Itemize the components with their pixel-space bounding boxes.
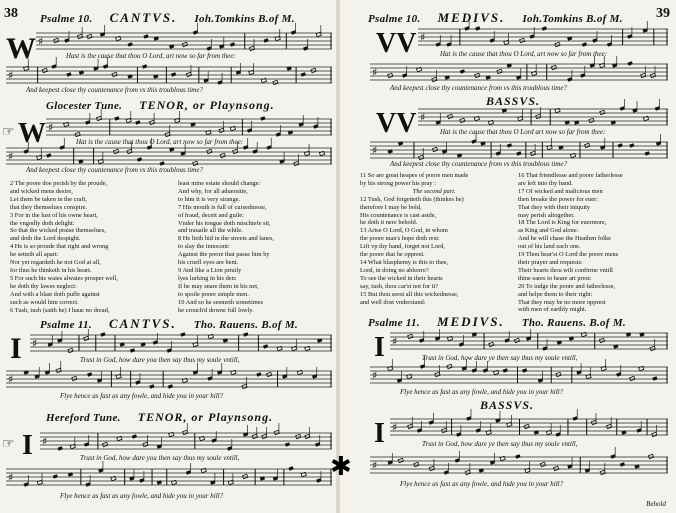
- svg-text:♯: ♯: [32, 337, 38, 350]
- music-staff: [6, 64, 332, 86]
- header-part: CANTVS.: [109, 10, 178, 25]
- verse-line: by his strong power his pray :: [360, 179, 436, 187]
- svg-text:♯: ♯: [420, 111, 426, 124]
- music-staff: [390, 416, 668, 438]
- verse-line: 3 For in the lust of his owne heart,: [10, 211, 98, 219]
- verse-line: 14 What blasphemy is this to thee,: [360, 258, 449, 266]
- verse-line: If he may snare them in his net,: [178, 282, 259, 290]
- svg-text:♯: ♯: [372, 459, 378, 472]
- header-part: MEDIVS.: [436, 314, 505, 329]
- music-staff: [390, 330, 668, 352]
- part-label: BASSVS.: [486, 94, 541, 108]
- verse-line: 13 Arise O Lord, O God, in whom: [360, 227, 448, 235]
- music-staff: [370, 140, 668, 160]
- tune-heading: [46, 410, 273, 425]
- svg-text:♯: ♯: [38, 35, 44, 48]
- page-number-right: 39: [656, 6, 670, 21]
- verse-line: the vngodly doth delight:: [10, 219, 75, 227]
- svg-text:♯: ♯: [48, 121, 54, 134]
- verse-line: for thus he thinketh in his heart.: [10, 266, 92, 274]
- verse-line: the poore man's hope doth rest:: [360, 235, 440, 243]
- svg-text:♯: ♯: [8, 373, 14, 386]
- header-composer: Tho. Rauens. B.of M.: [521, 317, 626, 329]
- verse-column-right: [178, 180, 274, 314]
- svg-text:♯: ♯: [372, 144, 378, 157]
- lyric-line: And keepest close thy countenance from vs this troublous time?: [26, 86, 203, 94]
- verse-line: such as would him correct.: [10, 298, 79, 306]
- verse-line: That they with their iniquity: [518, 203, 591, 211]
- header-psalm-10-cantus: [40, 10, 295, 26]
- svg-text:♯: ♯: [8, 471, 14, 484]
- verse-line: say, tush, thou car'st not for it?: [360, 282, 439, 290]
- initial-i: I: [374, 332, 385, 363]
- verse-line: Against the poore that passe him by: [178, 251, 270, 259]
- initial-w: W: [18, 118, 46, 149]
- verse-line: And why, for all aduersitie,: [178, 187, 248, 195]
- verse-line: 5 For such his waies alwaies prosper well,: [10, 274, 118, 282]
- music-staff: [418, 26, 668, 48]
- verse-line: That they may be no more opprest: [518, 298, 606, 306]
- lyric-line: Hast is the cause that thou O Lord, art now so far from thee:: [66, 52, 236, 60]
- verse-line: 2 The poore doe perish by the proude,: [10, 180, 108, 187]
- verse-line: their prayer and requests:: [518, 258, 583, 266]
- header-composer: Tho. Rauens. B.of M.: [193, 319, 298, 331]
- initial-i: I: [374, 418, 385, 449]
- svg-text:♯: ♯: [8, 69, 14, 82]
- initial-vv: VV: [376, 108, 417, 139]
- verse-line: he crouch'd downe full lowly.: [178, 306, 254, 314]
- lyric-line: Trust in God, how dare ye then say thus my soule vntill,: [422, 354, 578, 362]
- verse-line: 4 He is so proude that right and wrong: [10, 243, 109, 251]
- music-staff: [40, 430, 332, 452]
- verse-line: Let them be taken in the craft,: [10, 195, 87, 203]
- lyric-line: Trust in God, how dare you then say thus my soule vntill,: [80, 454, 240, 462]
- verse-line: 19 Thou hear'st O Lord the poore mens: [518, 251, 619, 259]
- verse-line: he setteth all apart:: [10, 251, 59, 259]
- verse-line: lyes lurking in his den:: [178, 274, 237, 282]
- music-staff: [6, 368, 332, 390]
- tune-part: TENOR, or Playnsong.: [137, 410, 274, 424]
- verse-line: 15 But thou seest all this wickednesse,: [360, 290, 459, 298]
- verse-line: 9 And like a Lion priuily: [178, 266, 242, 274]
- pointing-hand-icon: ☞: [2, 125, 15, 140]
- verse-line: and doth the Lord despight.: [10, 235, 81, 243]
- verse-line: his cruell eyes are bent.: [178, 259, 239, 267]
- tune-name: Hereford Tune.: [46, 412, 121, 424]
- header-psalm: Psalme 10.: [368, 13, 421, 25]
- lyric-line: Flye hence as fast as any fowle, and hide you in your hill?: [400, 388, 564, 396]
- verse-line: So that the wicked praise themselues,: [10, 227, 106, 235]
- music-staff: [6, 466, 332, 488]
- music-staff: [30, 332, 332, 354]
- verse-column-left: [360, 172, 468, 306]
- verse-column-left: [10, 180, 118, 314]
- verse-line: the poore that be opprest.: [360, 251, 425, 259]
- page-number-left: 38: [4, 6, 18, 21]
- verse-line: 12 Tush, God forgetteth this (thinkes he): [360, 195, 464, 203]
- verse-line: Lift vp thy hand, forget not Lord,: [360, 243, 446, 251]
- verse-line: therefore I may be bold,: [360, 203, 422, 211]
- verse-line: thine eares to heare art prest:: [518, 274, 592, 282]
- verse-line: to him it is very strange.: [178, 195, 241, 203]
- music-staff: [370, 364, 668, 386]
- verse-line: then breake the power for euer:: [518, 195, 599, 203]
- music-staff: [418, 106, 668, 128]
- part-label: BASSVS.: [480, 398, 535, 412]
- svg-text:♯: ♯: [420, 31, 426, 44]
- verse-line: he doth it nere behold.: [360, 219, 418, 227]
- pointing-hand-icon: ☞: [2, 437, 15, 452]
- verse-line: with men of earthly might.: [518, 306, 587, 314]
- right-page: [340, 0, 676, 513]
- header-composer: Ioh.Tomkins B.of M.: [194, 13, 295, 25]
- verse-line: Lord, in doing no abhorre?: [360, 266, 429, 274]
- header-psalm-11-medius: [368, 314, 626, 330]
- header-psalm: Psalme 11.: [368, 317, 420, 329]
- verse-line: 10 And so he seemeth sometimes: [178, 298, 264, 306]
- verse-line: Vnder his tongue doth mischiefe sit,: [178, 219, 271, 227]
- lyric-line: Flye hence as fast as any fowle, and hide you in your hill?: [60, 392, 224, 400]
- catchword: Behold: [646, 500, 666, 508]
- tune-name: Glocester Tune.: [46, 100, 123, 112]
- verse-line: 8 He lieth hid in the streets and lanes,: [178, 235, 275, 243]
- verse-line: To see the wicked in their hearts: [360, 274, 443, 282]
- verse-line: and trauaile all the while.: [178, 227, 243, 235]
- music-staff: [46, 116, 332, 138]
- verse-line: 6 Tush, tush (saith he) I haue no dread,: [10, 306, 110, 314]
- lyric-line: Hat is the cause that thou O Lord, art now so far from thee:: [76, 138, 244, 146]
- verse-line: of fraud, deceit and guile:: [178, 211, 244, 219]
- header-part: CANTVS.: [108, 316, 177, 331]
- verse-line: to spoile poore simple men.: [178, 290, 249, 298]
- verse-line: as King and God alone:: [518, 227, 579, 235]
- svg-text:♯: ♯: [392, 421, 398, 434]
- lyric-line: And keepest close thy countenance from vs this troublous time?: [26, 166, 203, 174]
- svg-text:♯: ♯: [392, 335, 398, 348]
- verse-line: And with a blast doth puffe against: [10, 290, 100, 298]
- ink-blot: ✱: [330, 452, 352, 481]
- verse-line: out of his land each one.: [518, 243, 581, 251]
- lyric-line: And keepest close thy countenance from vs this troublous time?: [390, 84, 567, 92]
- music-staff: [370, 62, 668, 82]
- music-staff: [370, 454, 668, 476]
- music-staff: [36, 30, 332, 52]
- header-psalm: Psalme 11.: [40, 319, 92, 331]
- verse-line: and helpe them to their right:: [518, 290, 593, 298]
- verse-line: Nor yet regardeth he not God at all,: [10, 259, 101, 267]
- lyric-line: Trust in God, how dare you then say thus my soule vntill,: [80, 356, 240, 364]
- verse-line: And he will chase the Heathen folke: [518, 235, 611, 243]
- tune-part: TENOR, or Playnsong.: [139, 98, 275, 112]
- lyric-line: Flye hence as fast as any fowle, and hide you in your hill?: [400, 480, 564, 488]
- verse-line: 11 So are great heapes of poore men made: [360, 172, 469, 179]
- header-psalm-11-cantus: [40, 316, 298, 332]
- initial-w: W: [6, 32, 36, 65]
- verse-line: Their hearts thou wilt confirme vntill: [518, 266, 613, 274]
- lyric-line: Trust in God, how dare ye then say thus my soule vntill,: [422, 440, 578, 448]
- initial-i: I: [22, 430, 33, 461]
- verse-line: The second part.: [412, 187, 456, 195]
- svg-text:♯: ♯: [42, 435, 48, 448]
- verse-line: His countenance is cast aside,: [360, 211, 437, 219]
- initial-i: I: [10, 332, 22, 365]
- lyric-line: Hat is the cause that thou O Lord, art now so far from thee:: [440, 50, 608, 58]
- verse-line: 16 That friendlesse and poore fatherlesse: [518, 172, 623, 179]
- verse-column-right: [518, 172, 623, 314]
- verse-line: and well dost vnderstand:: [360, 298, 426, 306]
- left-page: [0, 0, 336, 513]
- svg-text:♯: ♯: [8, 150, 14, 163]
- verse-line: to slay the innocent:: [178, 243, 230, 251]
- initial-vv: VV: [376, 28, 417, 59]
- header-composer: Ioh.Tomkins B.of M.: [522, 13, 623, 25]
- verse-line: that they themselues conspire.: [10, 203, 88, 211]
- header-psalm-10-medius: [368, 10, 623, 26]
- verse-line: 20 To iudge the poore and fatherlesse,: [518, 282, 616, 290]
- header-part: MEDIVS.: [437, 10, 506, 25]
- lyric-line: Flye hence as fast as any fowle, and hide you in your hill?: [60, 492, 224, 500]
- tune-heading: [46, 98, 275, 113]
- svg-text:♯: ♯: [372, 66, 378, 79]
- header-psalm: Psalme 10.: [40, 13, 93, 25]
- verse-line: may perish altogether.: [518, 211, 575, 219]
- music-staff: [6, 146, 332, 166]
- verse-line: he doth thy lawes neglect:: [10, 282, 77, 290]
- verse-line: 18 The Lord is King for euermore,: [518, 219, 607, 227]
- lyric-line: And keepest close thy countenance from vs this troublous time?: [390, 160, 567, 168]
- verse-line: 17 Of wicked and malicious men: [518, 187, 603, 195]
- verse-line: least mine estate should change:: [178, 180, 261, 187]
- verse-line: and wicked mens desire,: [10, 187, 73, 195]
- verse-line: are left into thy hand.: [518, 179, 573, 187]
- lyric-line: Hat is the cause that thou O Lord art now so far from thee:: [440, 128, 606, 136]
- svg-text:♯: ♯: [372, 369, 378, 382]
- verse-line: 7 His mouth is full of cursednesse,: [178, 203, 267, 211]
